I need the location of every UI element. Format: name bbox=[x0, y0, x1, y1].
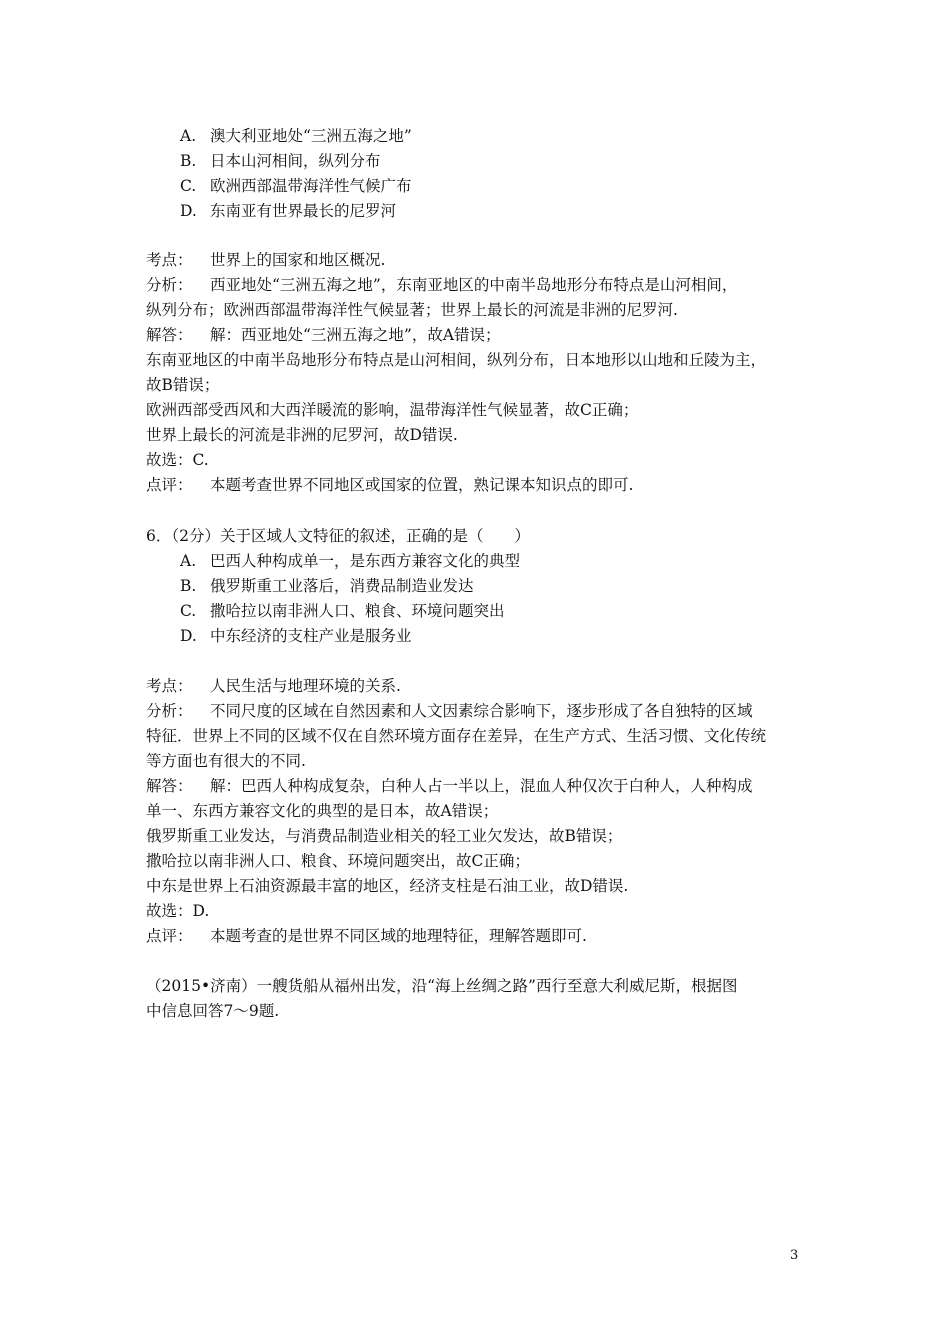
q5-jieda-2: 东南亚地区的中南半岛地形分布特点是山河相间，纵列分布，日本地形以山地和丘陵为主， bbox=[146, 351, 767, 369]
q5-jieda-3: 故B错误； bbox=[146, 376, 220, 394]
q6-fenxi-2: 特征．世界上不同的区域不仅在自然环境方面存在差异，在生产方式、生活习惯、文化传统 bbox=[146, 727, 767, 745]
q6-option-c: C. 撒哈拉以南非洲人口、粮食、环境问题突出 bbox=[180, 602, 505, 620]
q6-option-d: D. 中东经济的支柱产业是服务业 bbox=[180, 627, 412, 645]
q6-jieda-4: 撒哈拉以南非洲人口、粮食、环境问题突出，故C正确； bbox=[146, 852, 530, 870]
q6-stem: 6．（2分）关于区域人文特征的叙述，正确的是（ ） bbox=[146, 527, 530, 545]
q5-dianping: 点评： 本题考查世界不同地区或国家的位置，熟记课本知识点的即可. bbox=[146, 476, 634, 494]
q6-jieda-5: 中东是世界上石油资源最丰富的地区，经济支柱是石油工业，故D错误. bbox=[146, 877, 629, 895]
q5-option-c: C. 欧洲西部温带海洋性气候广布 bbox=[180, 177, 412, 195]
q6-jieda-2: 单一、东西方兼容文化的典型的是日本，故A错误； bbox=[146, 802, 499, 820]
q5-jieda: 解答： 解：西亚地处“三洲五海之地”，故A错误； bbox=[146, 326, 501, 344]
q5-option-a: A. 澳大利亚地处“三洲五海之地” bbox=[180, 127, 412, 145]
q6-option-a: A. 巴西人种构成单一，是东西方兼容文化的典型 bbox=[180, 552, 521, 570]
q6-option-b: B. 俄罗斯重工业落后，消费品制造业发达 bbox=[180, 577, 474, 595]
page-number: 3 bbox=[790, 1248, 799, 1263]
intro-line-1: （2015•济南）一艘货船从福州出发，沿“海上丝绸之路”西行至意大利威尼斯，根据图 bbox=[146, 977, 738, 995]
q5-fenxi-cont: 纵列分布；欧洲西部温带海洋性气候显著；世界上最长的河流是非洲的尼罗河. bbox=[146, 301, 678, 319]
q6-answer: 故选：D. bbox=[146, 902, 210, 920]
intro-line-2: 中信息回答7～9题. bbox=[146, 1002, 280, 1020]
q5-kaodian: 考点： 世界上的国家和地区概况. bbox=[146, 251, 386, 269]
q6-fenxi: 分析： 不同尺度的区域在自然因素和人文因素综合影响下，逐步形成了各自独特的区域 bbox=[146, 702, 753, 720]
q6-dianping: 点评： 本题考查的是世界不同区域的地理特征，理解答题即可. bbox=[146, 927, 587, 945]
q6-fenxi-3: 等方面也有很大的不同. bbox=[146, 752, 306, 770]
q5-answer: 故选：C. bbox=[146, 451, 209, 469]
q5-jieda-5: 世界上最长的河流是非洲的尼罗河，故D错误. bbox=[146, 426, 458, 444]
q5-jieda-4: 欧洲西部受西风和大西洋暖流的影响，温带海洋性气候显著，故C正确； bbox=[146, 401, 639, 419]
q5-option-d: D. 东南亚有世界最长的尼罗河 bbox=[180, 202, 397, 220]
q6-kaodian: 考点： 人民生活与地理环境的关系. bbox=[146, 677, 401, 695]
q5-fenxi: 分析： 西亚地处“三洲五海之地”，东南亚地区的中南半岛地形分布特点是山河相间， bbox=[146, 276, 738, 294]
q5-option-b: B. 日本山河相间，纵列分布 bbox=[180, 152, 381, 170]
q6-jieda: 解答： 解：巴西人种构成复杂，白种人占一半以上，混血人种仅次于白种人，人种构成 bbox=[146, 777, 753, 795]
q6-jieda-3: 俄罗斯重工业发达，与消费品制造业相关的轻工业欠发达，故B错误； bbox=[146, 827, 623, 845]
